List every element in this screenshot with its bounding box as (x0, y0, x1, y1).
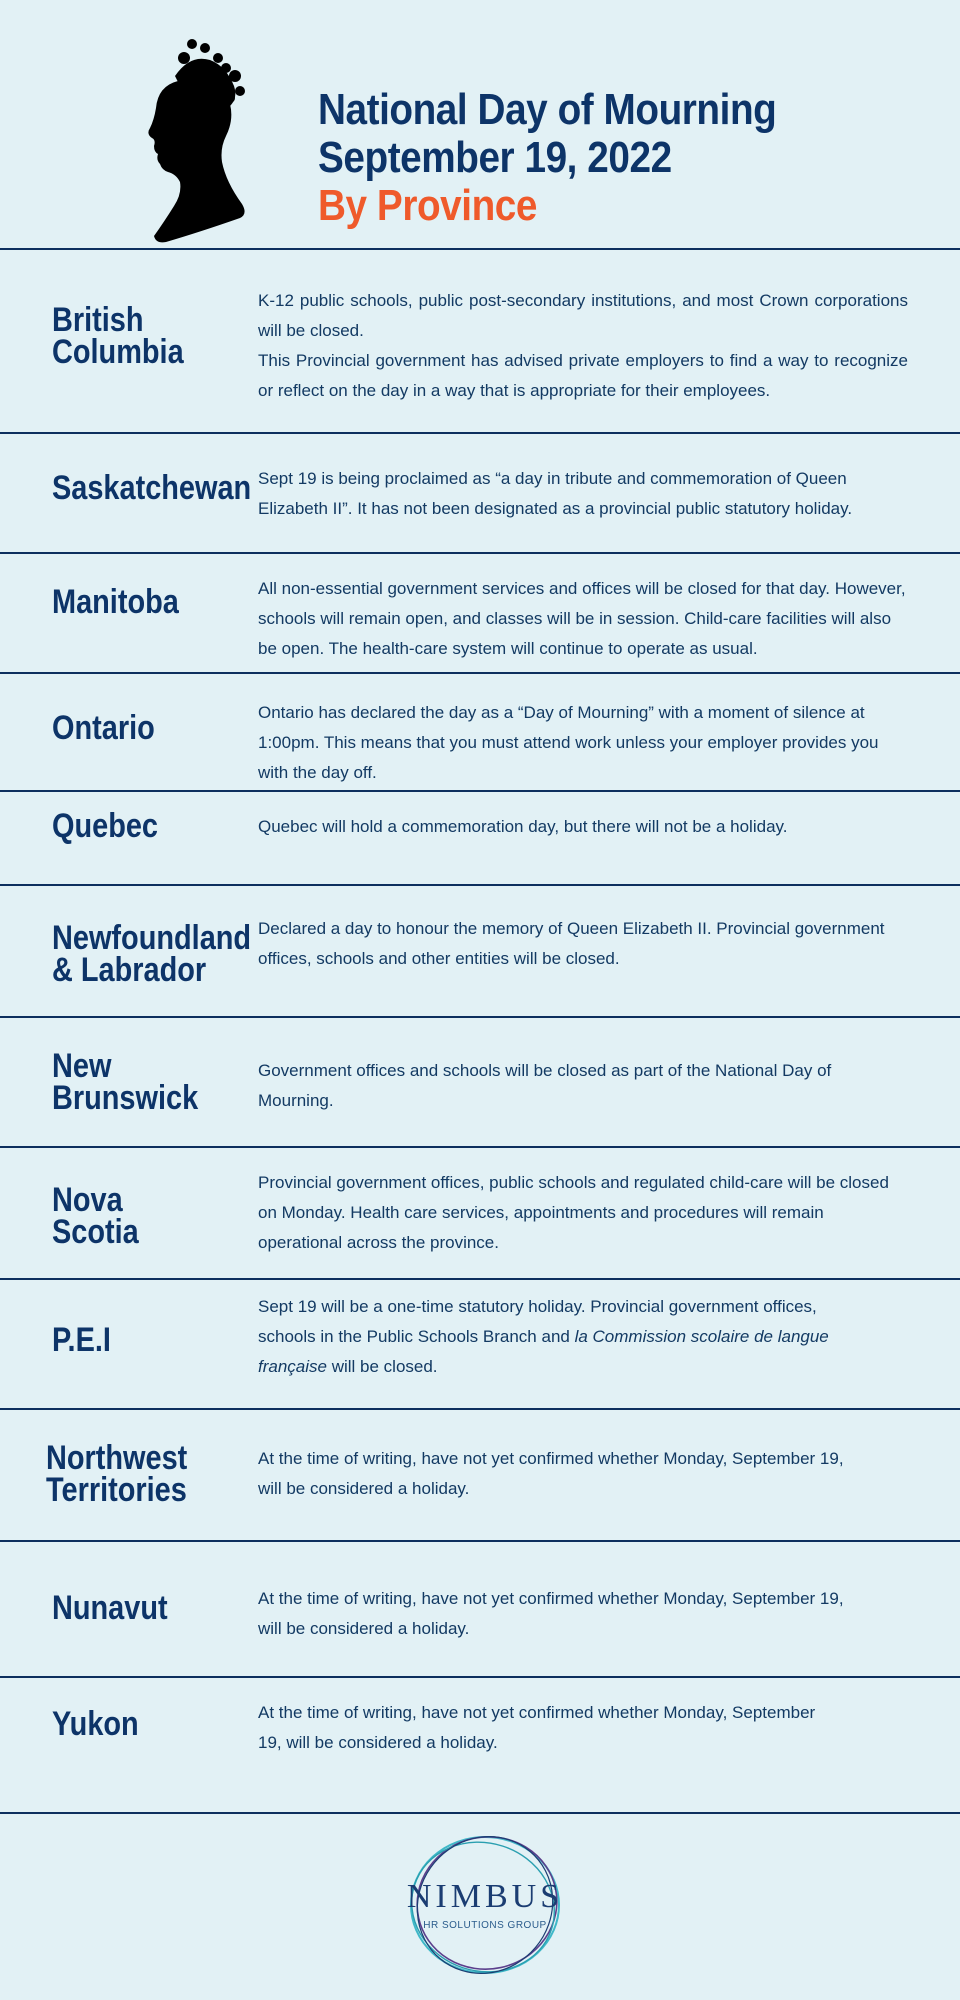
province-row-ontario (0, 674, 960, 790)
province-name: Saskatchewan (52, 469, 252, 507)
province-row-newfoundland-labrador (0, 886, 960, 1016)
queen-silhouette-icon (130, 36, 270, 246)
divider (0, 1812, 960, 1814)
province-name: Newfoundland & Labrador (52, 919, 252, 989)
province-description: Declared a day to honour the memory of Queen Elizabeth II. Provincial government offices, schools and other entities will be closed. (258, 919, 885, 968)
province-row-british-columbia (0, 250, 960, 432)
province-description: Government offices and schools will be closed as part of the National Day of Mourning. (258, 1061, 832, 1110)
province-name: Quebec (52, 807, 159, 845)
province-row-yukon (0, 1678, 960, 1812)
province-description: At the time of writing, have not yet confirmed whether Monday, September 19, will be considered a holiday. (258, 1589, 844, 1638)
province-name: British Columbia (52, 301, 184, 371)
province-description (258, 1292, 838, 1382)
province-row-quebec (0, 792, 960, 884)
province-row-manitoba (0, 554, 960, 672)
province-description: At the time of writing, have not yet confirmed whether Monday, September 19, will be considered a holiday. (258, 1703, 816, 1752)
province-description: Provincial government offices, public schools and regulated child-care will be closed on Monday. Health care services, appointments and procedures will remain operational across the province. (258, 1173, 889, 1252)
province-row-nova-scotia (0, 1148, 960, 1278)
province-row-northwest-territories (0, 1410, 960, 1540)
description-text: Sept 19 will be a one-time statutory holiday. Provincial government offices, schools in the Public Schools Branch and (258, 1297, 817, 1346)
province-description: K-12 public schools, public post-secondary institutions, and most Crown corporations will be closed. This Provincial government has advised private employers to find a way to recognize or reflect on the day in a way that is appropriate for their employees. (258, 291, 908, 400)
description-text: will be closed. (326, 1357, 438, 1376)
province-row-pei (0, 1280, 960, 1408)
province-name: Nova Scotia (52, 1181, 139, 1251)
logo-name: NIMBUS (406, 1878, 564, 1915)
page-header (0, 0, 960, 248)
page-date: September 19, 2022 (318, 133, 672, 182)
description-italic-text: la Commission scolaire de langue française (258, 1327, 829, 1376)
province-name: New Brunswick (52, 1047, 199, 1117)
province-name: P.E.I (52, 1321, 111, 1359)
province-description: Ontario has declared the day as a “Day of Mourning” with a moment of silence at 1:00pm. This means that you must attend work unless your employer provides you with the day off. (258, 703, 879, 782)
province-row-nunavut (0, 1542, 960, 1676)
logo-tagline: HR SOLUTIONS GROUP (423, 1920, 547, 1931)
province-row-saskatchewan (0, 434, 960, 552)
province-name: Ontario (52, 709, 155, 747)
province-row-new-brunswick (0, 1018, 960, 1146)
province-description: All non-essential government services and offices will be closed for that day. However, schools will remain open, and classes will be in session. Child-care facilities will also be open. The health-care system will continue to operate as usual. (258, 579, 906, 658)
province-name: Northwest Territories (46, 1439, 188, 1509)
province-description: Sept 19 is being proclaimed as “a day in tribute and commemoration of Queen Elizabeth II”. It has not been designated as a provincial public statutory holiday. (258, 469, 853, 518)
nimbus-logo (395, 1830, 575, 1980)
province-name: Yukon (52, 1705, 139, 1743)
province-name: Nunavut (52, 1589, 168, 1627)
title-block (318, 86, 839, 230)
province-description: Quebec will hold a commemoration day, but there will not be a holiday. (258, 817, 788, 836)
province-description: At the time of writing, have not yet confirmed whether Monday, September 19, will be considered a holiday. (258, 1449, 844, 1498)
page-subtitle: By Province (318, 181, 537, 230)
page-title: National Day of Mourning (318, 85, 777, 134)
province-name: Manitoba (52, 583, 179, 621)
